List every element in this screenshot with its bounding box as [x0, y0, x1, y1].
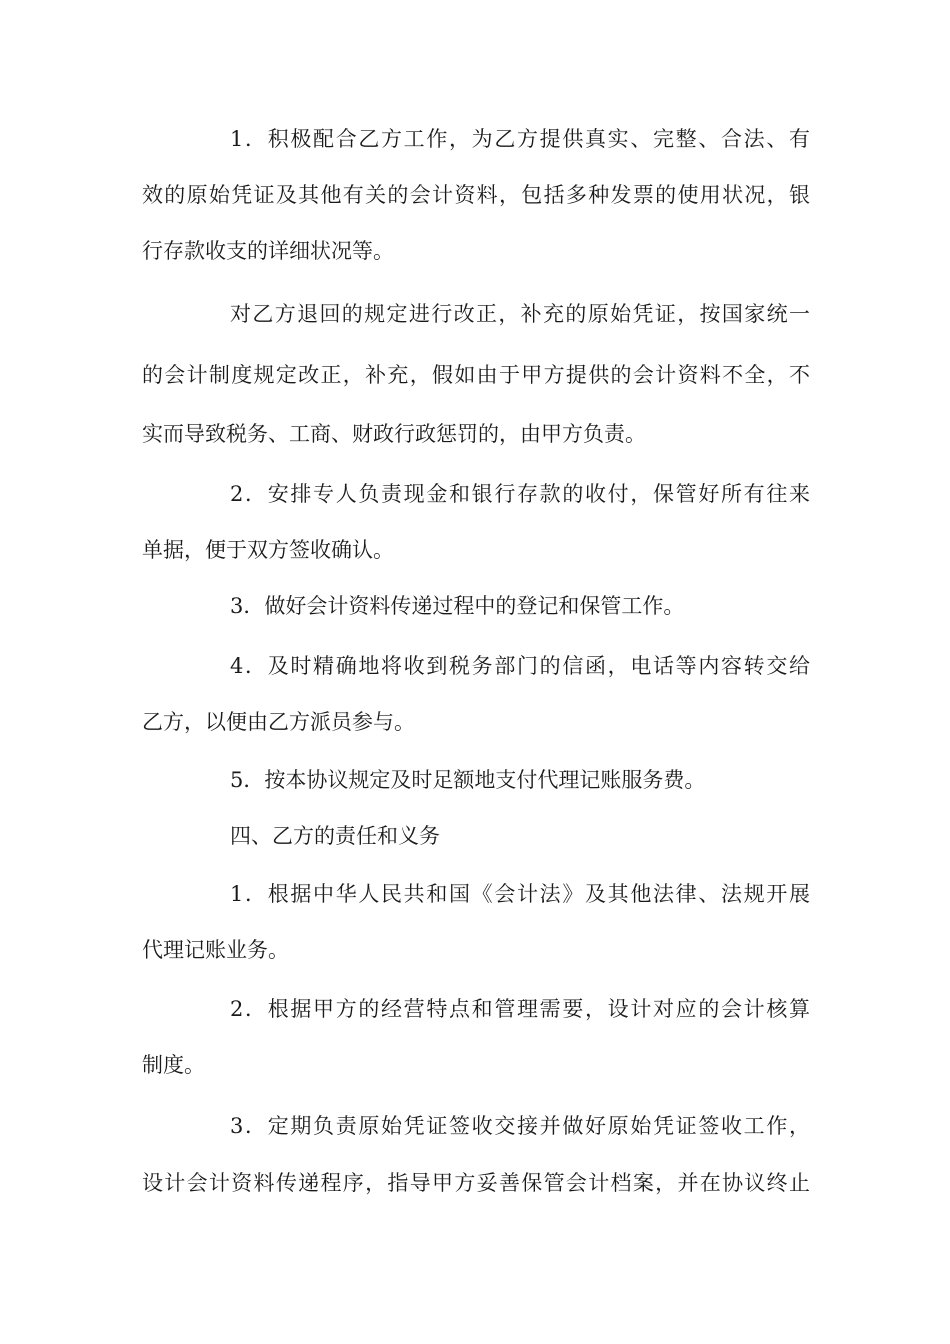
- text-line: 效的原始凭证及其他有关的会计资料，包括多种发票的使用状况，银: [142, 183, 810, 207]
- text-line: 的会计制度规定改正，补充，假如由于甲方提供的会计资料不全，不: [142, 363, 810, 387]
- text-line: 2．安排专人负责现金和银行存款的收付，保管好所有往来: [230, 482, 810, 506]
- text-line: 对乙方退回的规定进行改正，补充的原始凭证，按国家统一: [230, 302, 810, 326]
- text-line: 1．根据中华人民共和国《会计法》及其他法律、法规开展: [230, 882, 810, 906]
- text-line: 5．按本协议规定及时足额地支付代理记账服务费。: [230, 768, 706, 792]
- text-line: 行存款收支的详细状况等。: [142, 239, 394, 263]
- text-line: 4．及时精确地将收到税务部门的信函，电话等内容转交给: [230, 654, 810, 678]
- text-line: 1．积极配合乙方工作，为乙方提供真实、完整、合法、有: [230, 127, 810, 151]
- text-line: 制度。: [142, 1053, 205, 1077]
- text-line: 设计会计资料传递程序，指导甲方妥善保管会计档案，并在协议终止: [142, 1171, 810, 1195]
- text-line: 乙方，以便由乙方派员参与。: [142, 710, 415, 734]
- text-line: 3．做好会计资料传递过程中的登记和保管工作。: [230, 594, 685, 618]
- text-line: 单据，便于双方签收确认。: [142, 538, 394, 562]
- section-heading: 四、乙方的责任和义务: [230, 824, 440, 848]
- text-line: 代理记账业务。: [142, 938, 289, 962]
- text-line: 实而导致税务、工商、财政行政惩罚的，由甲方负责。: [142, 422, 646, 446]
- text-line: 2．根据甲方的经营特点和管理需要，设计对应的会计核算: [230, 997, 810, 1021]
- text-line: 3．定期负责原始凭证签收交接并做好原始凭证签收工作，: [230, 1114, 810, 1138]
